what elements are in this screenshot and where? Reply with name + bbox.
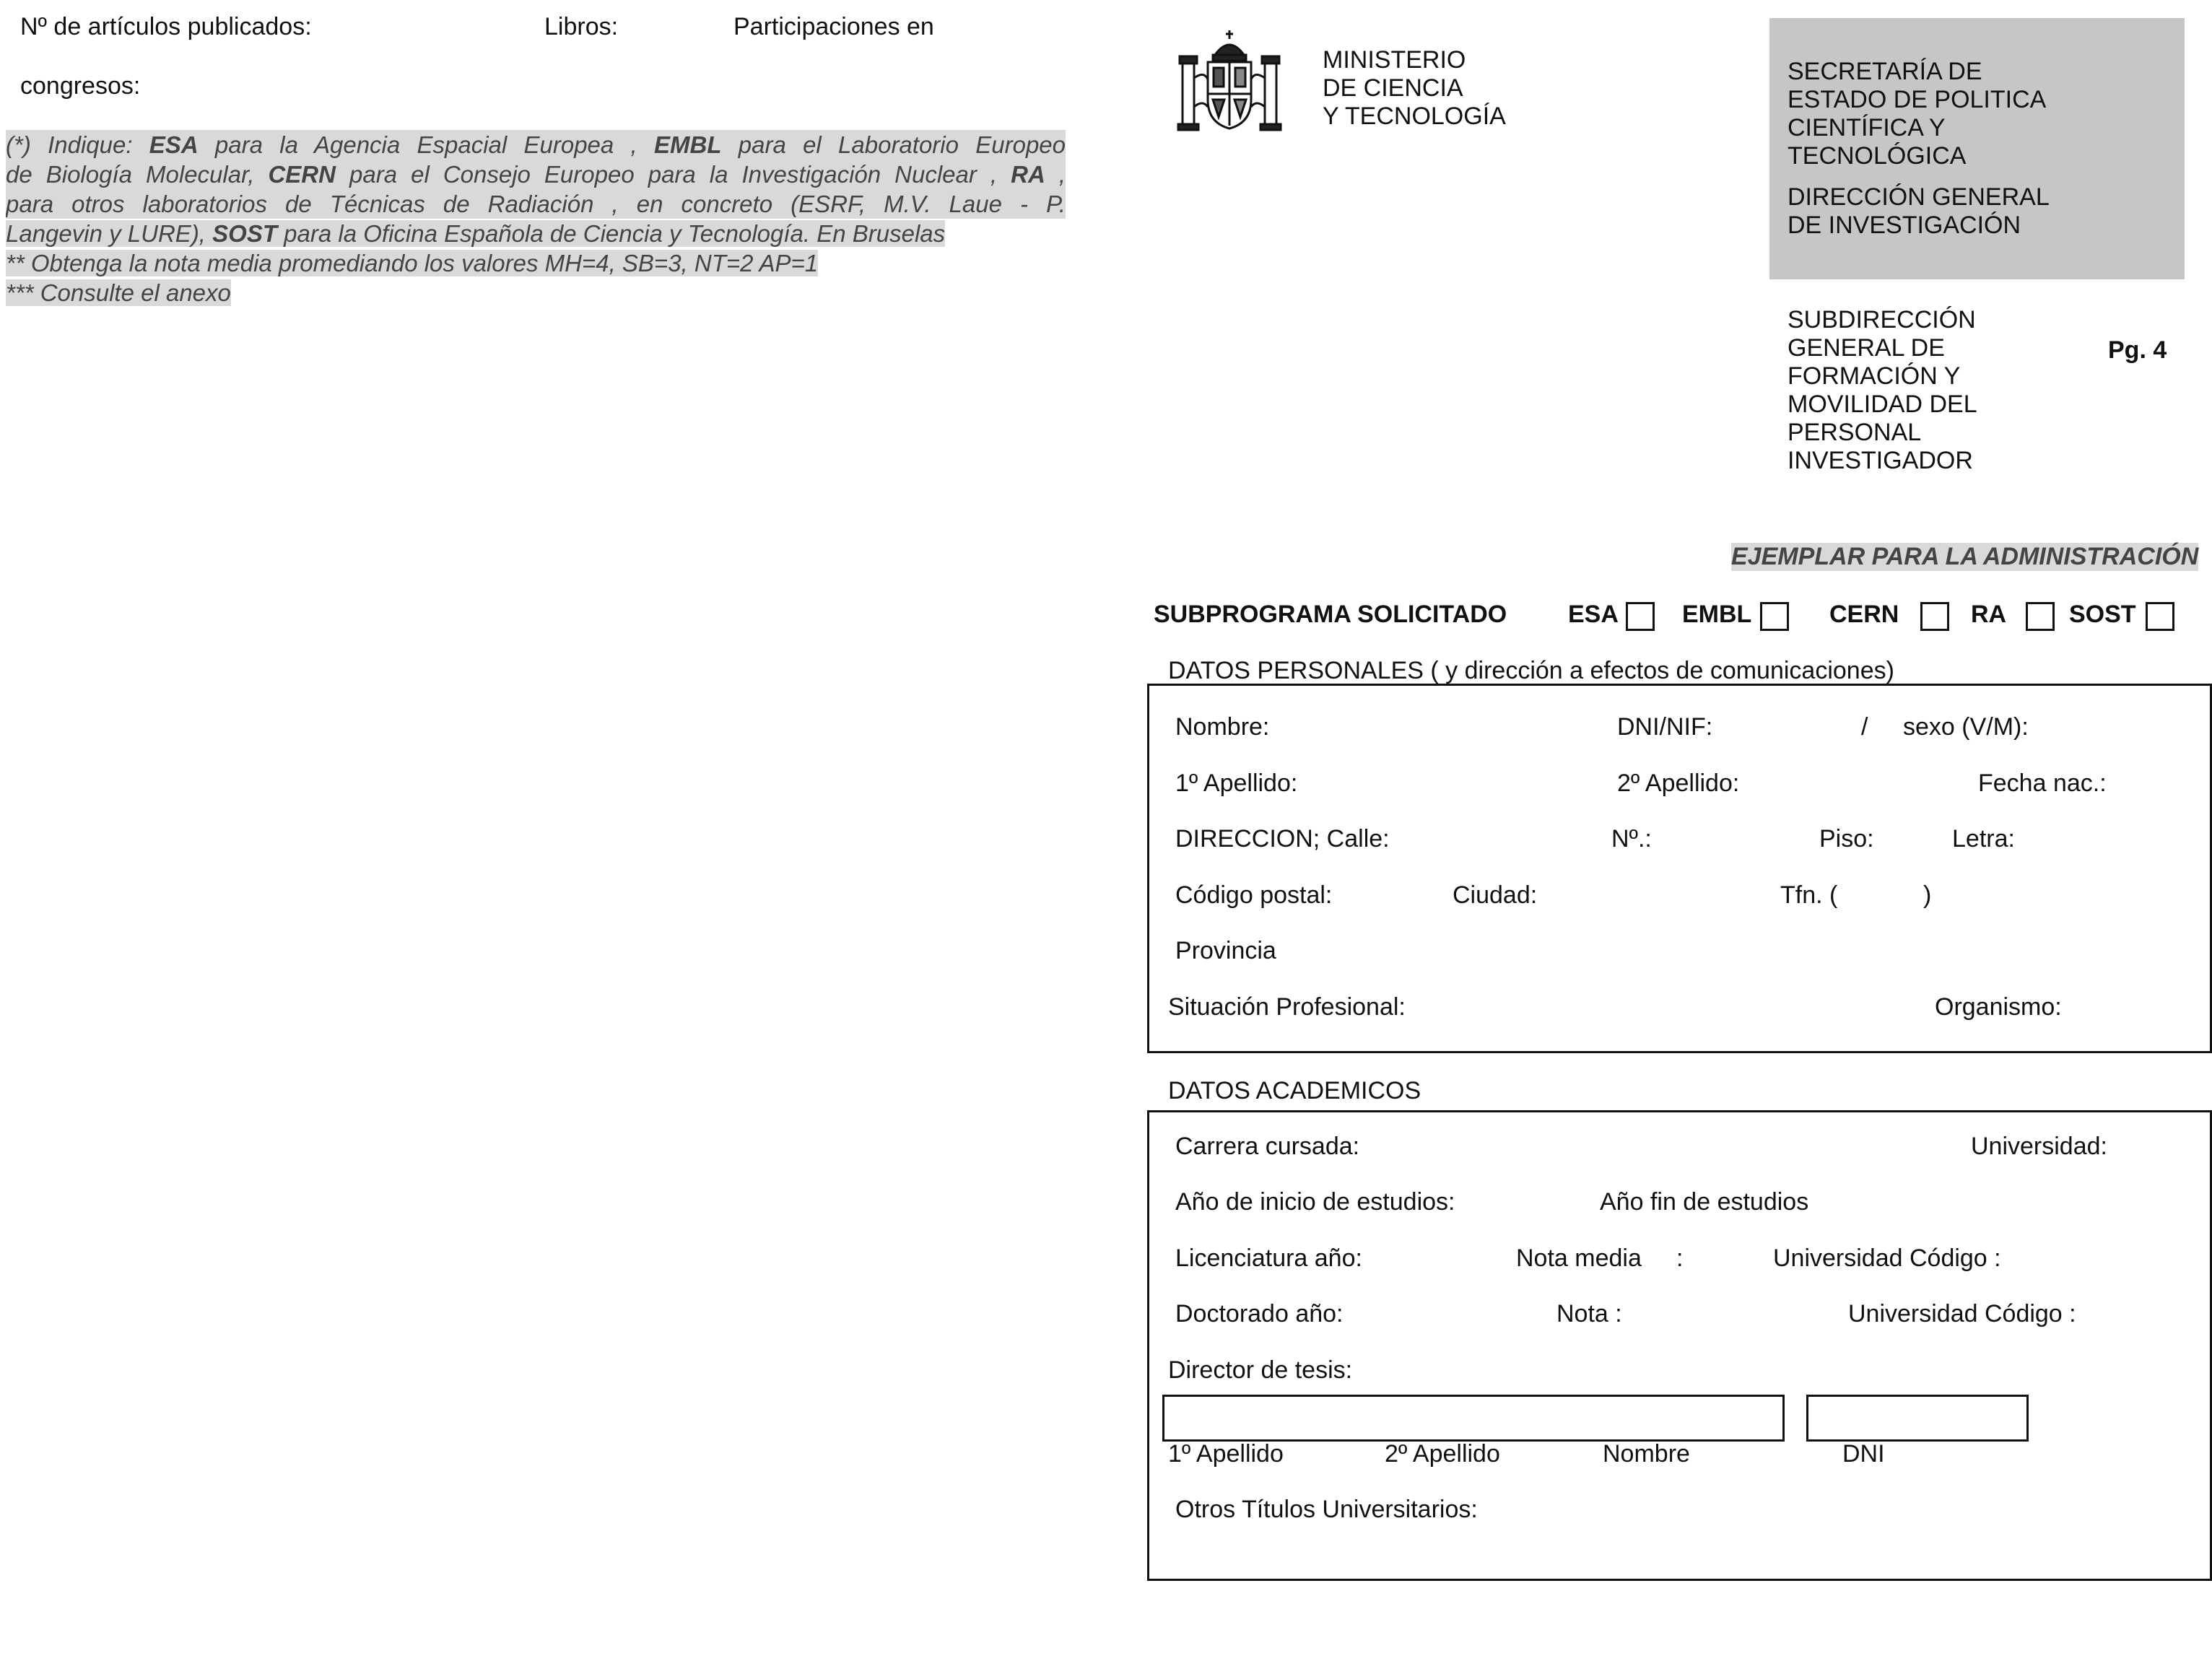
apellido1-label: 1º Apellido: [1175,770,1298,797]
ejemplar-label: EJEMPLAR PARA LA ADMINISTRACIÓN [1731,543,2199,570]
nota-label: Nota : [1556,1300,1622,1328]
director-dni-field[interactable] [1806,1395,2029,1442]
note-line-5: ** Obtenga la nota media promediando los valores MH=4, SB=3, NT=2 AP=1 [6,250,819,276]
universidad-codigo-2-label: Universidad Código : [1848,1300,2076,1328]
note-line-2: de Biología Molecular, CERN para el Consejo Europeo para la Investigación Nuclear , RA , [6,161,1066,188]
piso-label: Piso: [1819,825,1874,853]
ciudad-label: Ciudad: [1453,881,1538,909]
secretaria-line-4: TECNOLÓGICA [1788,142,1967,170]
nota-media-label: Nota media [1516,1244,1642,1272]
libros-label: Libros: [544,13,619,40]
dni-slash: / [1861,713,1868,741]
subdireccion-text [1788,306,1977,475]
option-cern-label: CERN [1829,601,1899,628]
carrera-label: Carrera cursada: [1175,1133,1360,1160]
numero-label: Nº.: [1611,825,1652,853]
universidad-codigo-1-label: Universidad Código : [1773,1244,2001,1272]
subdireccion-line-1: SUBDIRECCIÓN [1788,306,1976,334]
option-embl-checkbox[interactable] [1760,602,1789,631]
coat-of-arms-icon [1175,27,1284,134]
option-sost-checkbox[interactable] [2146,602,2174,631]
secretaria-line-1: SECRETARÍA DE [1788,58,1982,85]
footnotes [6,130,1066,308]
director-tesis-label: Director de tesis: [1168,1356,1353,1384]
direccion-label: DIRECCION; Calle: [1175,825,1390,853]
nombre-label: Nombre: [1175,713,1270,741]
doctorado-label: Doctorado año: [1175,1300,1344,1328]
subdireccion-line-6: INVESTIGADOR [1788,447,1973,474]
subdireccion-line-4: MOVILIDAD DEL [1788,391,1977,418]
articulos-label: Nº de artículos publicados: [20,13,312,40]
subprograma-label: SUBPROGRAMA SOLICITADO [1154,601,1507,628]
ministry-line-2: DE CIENCIA [1323,74,1463,102]
option-cern-checkbox[interactable] [1920,602,1949,631]
situacion-label: Situación Profesional: [1168,993,1406,1021]
option-esa-label: ESA [1568,601,1619,628]
inicio-estudios-label: Año de inicio de estudios: [1175,1188,1455,1216]
note-line-4: Langevin y LURE), SOST para la Oficina Española de Ciencia y Tecnología. En Bruselas [6,220,946,247]
director-nombre-label: Nombre [1603,1440,1690,1468]
telefono-close: ) [1923,881,1932,909]
ministry-name [1323,46,1506,131]
fecha-nac-label: Fecha nac.: [1978,770,2107,797]
fin-estudios-label: Año fin de estudios [1600,1188,1809,1216]
sexo-label: sexo (V/M): [1903,713,2029,741]
secretaria-line-2: ESTADO DE POLITICA [1788,86,2047,113]
director-apellido2-label: 2º Apellido [1385,1440,1500,1468]
dni-label: DNI/NIF: [1617,713,1713,741]
ministry-line-3: Y TECNOLOGÍA [1323,103,1506,130]
secretaria-text [1788,58,2050,240]
secretaria-line-6: DE INVESTIGACIÓN [1788,212,2021,239]
option-ra-label: RA [1971,601,2007,628]
subdireccion-line-3: FORMACIÓN Y [1788,362,1961,390]
organismo-label: Organismo: [1935,993,2062,1021]
apellido2-label: 2º Apellido: [1617,770,1740,797]
director-dni-label: DNI [1842,1440,1885,1468]
director-apellido1-label: 1º Apellido [1168,1440,1284,1468]
option-sost-label: SOST [2069,601,2136,628]
licenciatura-label: Licenciatura año: [1175,1244,1362,1272]
telefono-label: Tfn. ( [1780,881,1838,909]
director-name-field[interactable] [1162,1395,1785,1442]
nota-media-colon: : [1676,1244,1684,1272]
subdireccion-line-2: GENERAL DE [1788,334,1945,362]
letra-label: Letra: [1952,825,2015,853]
note-line-1: (*) Indique: ESA para la Agencia Espacial Europea , EMBL para el Laboratorio Europeo [6,131,1066,158]
codigo-postal-label: Código postal: [1175,881,1333,909]
otros-titulos-label: Otros Títulos Universitarios: [1175,1496,1478,1523]
page-number: Pg. 4 [2108,336,2167,364]
secretaria-line-3: CIENTÍFICA Y [1788,114,1946,141]
provincia-label: Provincia [1175,937,1276,964]
subdireccion-line-5: PERSONAL [1788,419,1922,446]
note-line-6: *** Consulte el anexo [6,279,231,306]
datos-personales-title: DATOS PERSONALES ( y dirección a efectos de comunicaciones) [1168,657,1894,684]
ministry-line-1: MINISTERIO [1323,46,1466,74]
congresos-label: congresos: [20,72,141,100]
option-ra-checkbox[interactable] [2026,602,2055,631]
universidad-label: Universidad: [1971,1133,2107,1160]
datos-academicos-title: DATOS ACADEMICOS [1168,1077,1421,1104]
option-embl-label: EMBL [1682,601,1752,628]
secretaria-line-5: DIRECCIÓN GENERAL [1788,183,2050,211]
participaciones-label: Participaciones en [733,13,934,40]
option-esa-checkbox[interactable] [1626,602,1655,631]
note-line-3: para otros laboratorios de Técnicas de Radiación , en concreto (ESRF, M.V. Laue - P. [6,191,1066,217]
